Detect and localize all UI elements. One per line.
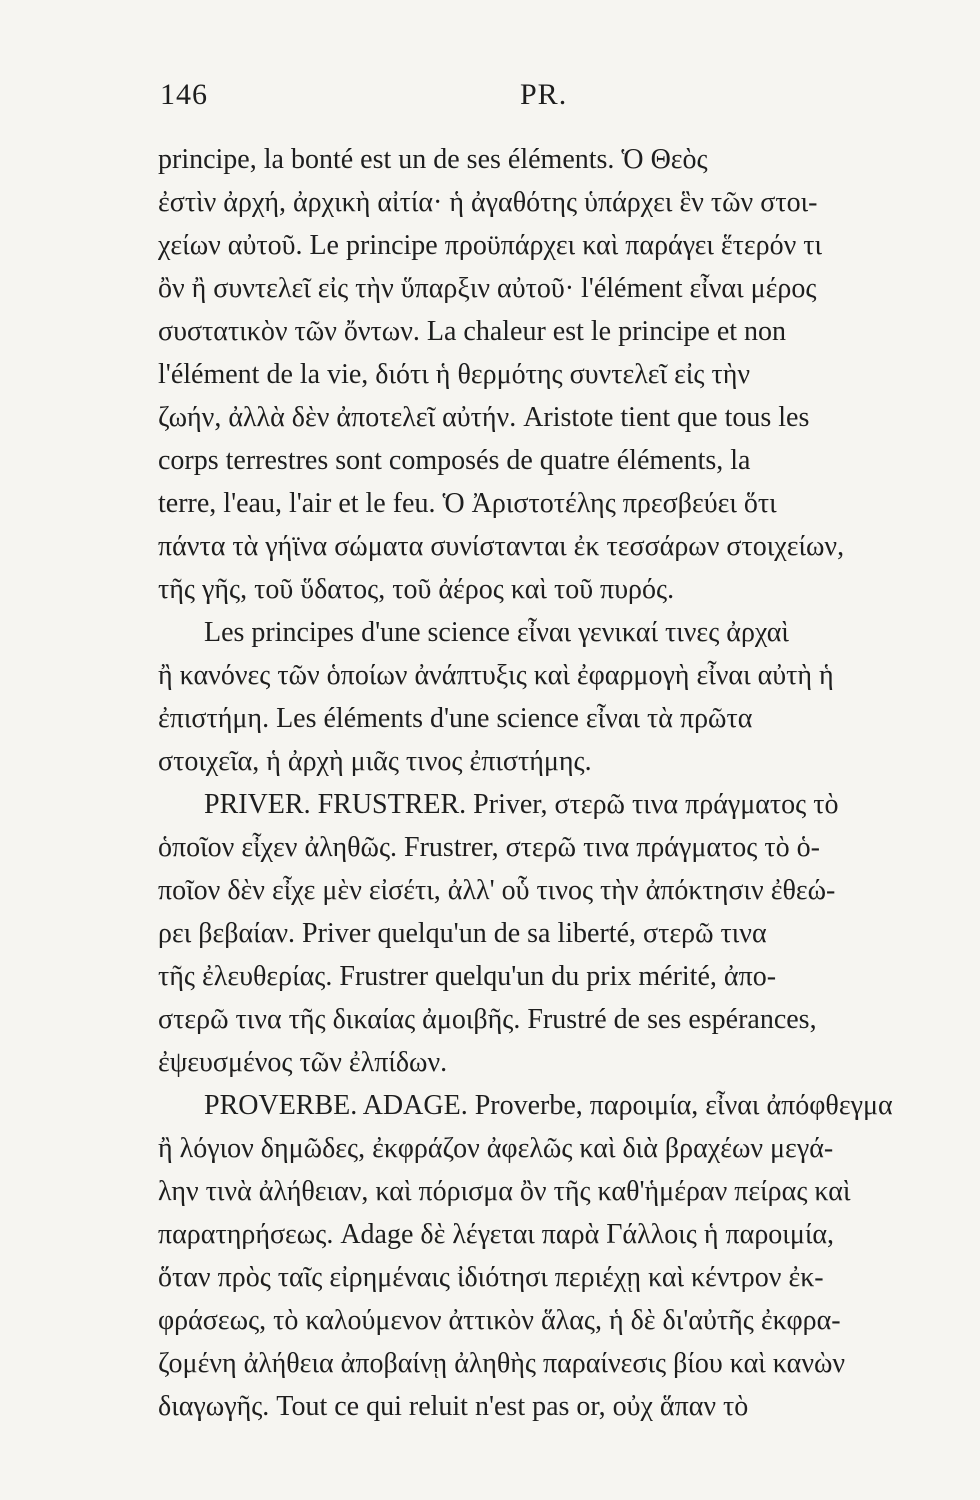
text-line: τῆς ἐλευθερίας. Frustrer quelqu'un du prix mérité, ἀπο- xyxy=(158,961,777,992)
text-line: terre, l'eau, l'air et le feu. Ὁ Ἀριστοτέλης πρεσβεύει ὅτι xyxy=(158,488,777,519)
text-line: τῆς γῆς, τοῦ ὕδατος, τοῦ ἀέρος καὶ τοῦ πυρός. xyxy=(158,574,675,605)
text-line: ὂν ἢ συντελεῖ εἰς τὴν ὕπαρξιν αὐτοῦ· l'élément εἶναι μέρος xyxy=(158,273,817,304)
entry-heading-line: PRIVER. FRUSTRER. Priver, στερῶ τινα πράγματος τὸ xyxy=(204,789,839,820)
text-line: ἢ λόγιον δημῶδες, ἐκφράζον ἀφελῶς καὶ διὰ βραχέων μεγά- xyxy=(158,1133,834,1164)
text-line: ἐστὶν ἀρχή, ἀρχικὴ αἰτία· ἡ ἀγαθότης ὑπάρχει ἓν τῶν στοι- xyxy=(158,187,818,218)
text-line: ζομένη ἀλήθεια ἀποβαίνῃ ἀληθὴς παραίνεσις βίου καὶ κανὼν xyxy=(158,1348,846,1379)
text-line: χείων αὐτοῦ. Le principe προϋπάρχει καὶ παράγει ἕτερόν τι xyxy=(158,230,823,261)
text-line: Les principes d'une science εἶναι γενικαί τινες ἀρχαὶ xyxy=(204,617,789,648)
text-line: corps terrestres sont composés de quatre éléments, la xyxy=(158,445,751,476)
text-line: ἐψευσμένος τῶν ἐλπίδων. xyxy=(158,1047,448,1078)
text-line: στερῶ τινα τῆς δικαίας ἀμοιβῆς. Frustré de ses espérances, xyxy=(158,1004,817,1035)
text-line: ὁποῖον εἶχεν ἀληθῶς. Frustrer, στερῶ τινα πράγματος τὸ ὁ- xyxy=(158,832,820,863)
text-line: φράσεως, τὸ καλούμενον ἀττικὸν ἅλας, ἡ δὲ δι'αὐτῆς ἐκφρα- xyxy=(158,1305,841,1336)
text-line: ζωήν, ἀλλὰ δὲν ἀποτελεῖ αὐτήν. Aristote tient que tous les xyxy=(158,402,810,433)
text-line: πάντα τὰ γήϊνα σώματα συνίστανται ἐκ τεσσάρων στοιχείων, xyxy=(158,531,845,562)
text-line: principe, la bonté est un de ses éléments. Ὁ Θεὸς xyxy=(158,144,708,175)
text-line: ποῖον δὲν εἶχε μὲν εἰσέτι, ἀλλ' οὗ τινος τὴν ἀπόκτησιν ἐθεώ- xyxy=(158,875,836,906)
text-line: ὅταν πρὸς ταῖς εἰρημέναις ἰδιότησι περιέχῃ καὶ κέντρον ἐκ- xyxy=(158,1262,824,1293)
entry-heading-line: PROVERBE. ADAGE. Proverbe, παροιμία, εἶναι ἀπόφθεγμα xyxy=(204,1090,893,1121)
page-number: 146 xyxy=(160,78,208,111)
running-title: PR. xyxy=(520,78,568,111)
text-line: ἢ κανόνες τῶν ὁποίων ἀνάπτυξις καὶ ἐφαρμογὴ εἶναι αὐτὴ ἡ xyxy=(158,660,834,691)
body-text xyxy=(158,138,898,1428)
text-line: l'élément de la vie, διότι ἡ θερμότης συντελεῖ εἰς τὴν xyxy=(158,359,751,390)
text-line: διαγωγῆς. Tout ce qui reluit n'est pas or, οὐχ ἅπαν τὸ xyxy=(158,1391,749,1422)
text-line: ἐπιστήμη. Les éléments d'une science εἶναι τὰ πρῶτα xyxy=(158,703,753,734)
text-line: ρει βεβαίαν. Priver quelqu'un de sa liberté, στερῶ τινα xyxy=(158,918,767,949)
text-line: λην τινὰ ἀλήθειαν, καὶ πόρισμα ὂν τῆς καθ'ἡμέραν πείρας καὶ xyxy=(158,1176,851,1207)
text-line: στοιχεῖα, ἡ ἀρχὴ μιᾶς τινος ἐπιστήμης. xyxy=(158,746,592,777)
text-line: παρατηρήσεως. Adage δὲ λέγεται παρὰ Γάλλοις ἡ παροιμία, xyxy=(158,1219,835,1250)
running-head xyxy=(160,78,760,118)
text-line: συστατικὸν τῶν ὄντων. La chaleur est le principe et non xyxy=(158,316,787,347)
